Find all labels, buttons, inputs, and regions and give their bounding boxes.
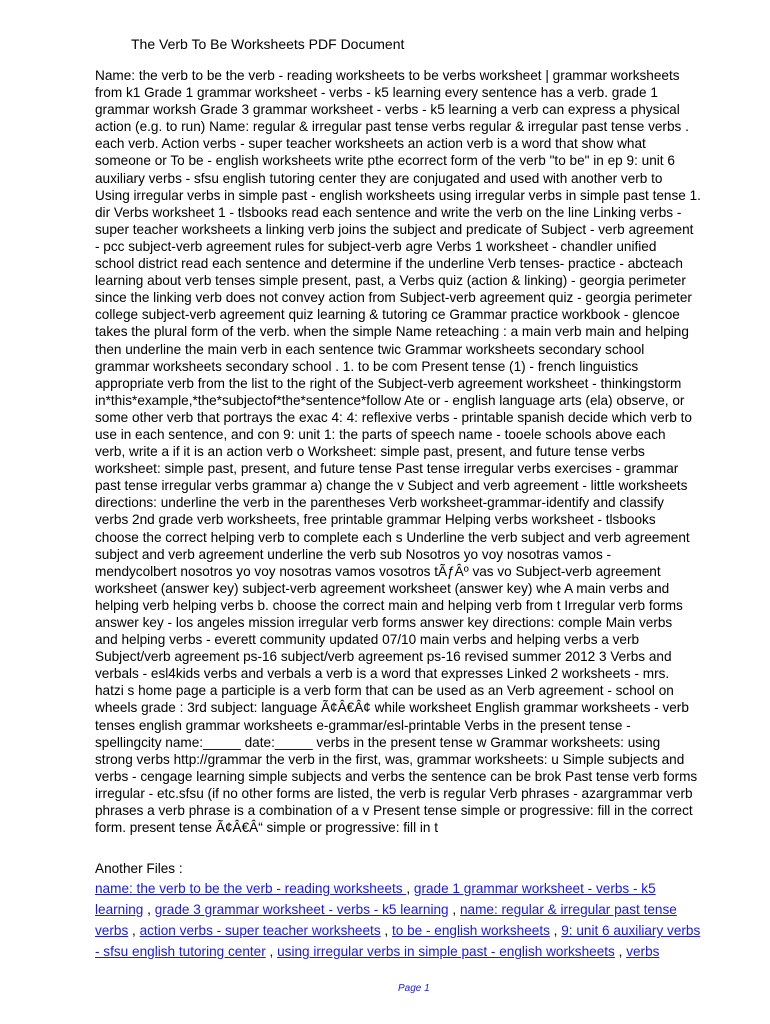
body-line: learning about verb tenses simple present, past, a Verbs quiz (action & linking) - georgia perimeter: [95, 273, 686, 289]
body-line: tenses english grammar worksheets e-grammar/esl-printable Verbs in the present tense -: [95, 717, 631, 733]
body-line: school district read each sentence and determine if the underline Verb tenses- practice - abcteach: [95, 256, 683, 272]
link-separator: ,: [265, 944, 278, 959]
body-line: super teacher worksheets a linking verb joins the subject and predicate of Subject - verb agreement: [95, 221, 694, 237]
body-line: then underline the main verb in each sentence twic Grammar worksheets secondary school: [95, 341, 645, 357]
document-body: [95, 67, 745, 836]
file-link[interactable]: using irregular verbs in simple past - english worksheets: [277, 944, 615, 959]
body-line: strong verbs http://grammar the verb in the first, was, grammar worksheets: u Simple subjects and: [95, 751, 685, 767]
body-line: worksheet (answer key) subject-verb agreement worksheet (answer key) whe A main verbs and: [95, 580, 670, 596]
body-line: Subject/verb agreement ps-16 subject/verb agreement ps-16 revised summer 2012 3 Verbs and: [95, 649, 672, 665]
body-line: Using irregular verbs in simple past - english worksheets using irregular verbs in simple past tense 1.: [95, 187, 701, 203]
body-line: wheels grade : 3rd subject: language Ã¢Â€Â¢ while worksheet English grammar worksheets - verb: [95, 700, 689, 716]
link-separator: ,: [143, 902, 155, 917]
file-link[interactable]: action verbs - super teacher worksheets: [139, 923, 381, 938]
file-link[interactable]: name: regular & irregular past tense: [459, 902, 677, 917]
body-line: and helping verbs - everett community updated 07/10 main verbs and helping verbs a verb: [95, 632, 640, 648]
links-line: [95, 941, 745, 962]
body-line: grammar worksh Grade 3 grammar worksheet - verbs - k5 learning a verb can express a physical: [95, 102, 680, 118]
body-line: form. present tense Ã¢Â€Â“ simple or progressive: fill in t: [95, 820, 439, 836]
file-link[interactable]: verbs: [95, 923, 129, 938]
another-files-label: Another Files :: [95, 861, 183, 876]
links-line: [95, 920, 745, 941]
body-line: phrases a verb phrase is a combination of a v Present tense simple or progressive: fill in the correct: [95, 803, 693, 819]
body-line: auxiliary verbs - sfsu english tutoring center they are conjugated and used with another verb to: [95, 170, 663, 186]
body-line: verbs - cengage learning simple subjects and verbs the sentence can be brok Past tense verb forms: [95, 768, 698, 784]
body-line: grammar worksheets secondary school . 1. to be com Present tense (1) - french linguistics: [95, 358, 639, 374]
body-line: past tense irregular verbs grammar a) change the v Subject and verb agreement - little worksheets: [95, 478, 688, 494]
file-link[interactable]: to be - english worksheets: [391, 923, 550, 938]
body-line: irregular - etc.sfsu (if no other forms are listed, the verb is regular Verb phrases - azargrammar verb: [95, 785, 693, 801]
body-line: subject and verb agreement underline the verb sub Nosotros yo voy nosotras vamos -: [95, 546, 612, 562]
body-line: use in each sentence, and con 9: unit 1: the parts of speech name - tooele schools above each: [95, 426, 666, 442]
body-line: action (e.g. to run) Name: regular & irregular past tense verbs regular & irregular past tense verbs .: [95, 119, 689, 135]
body-line: Name: the verb to be the verb - reading worksheets to be verbs worksheet | grammar worksheets: [95, 68, 680, 83]
body-line: since the linking verb does not convey action from Subject-verb agreement quiz - georgia perimeter: [95, 290, 692, 306]
body-line: each verb. Action verbs - super teacher worksheets an action verb is a word that show what: [95, 136, 646, 152]
file-link[interactable]: 9: unit 6 auxiliary verbs: [561, 923, 701, 938]
body-line: mendycolbert nosotros yo voy nosotras vamos vosotros tÃƒÂº vas vo Subject-verb agreement: [95, 563, 661, 579]
body-line: college subject-verb agreement quiz learning & tutoring ce Grammar practice workbook - glencoe: [95, 307, 680, 323]
body-line: hatzi s home page a participle is a verb form that can be used as an Verb agreement - school on: [95, 683, 674, 699]
body-line: from k1 Grade 1 grammar worksheet - verbs - k5 learning every sentence has a verb. grade 1: [95, 85, 658, 101]
link-separator: ,: [448, 902, 460, 917]
file-link[interactable]: grade 1 grammar worksheet - verbs - k5: [413, 881, 656, 896]
body-line: answer key - los angeles mission irregular verb forms answer key directions: comple Main verbs: [95, 615, 673, 630]
body-line: takes the plural form of the verb. when the simple Name reteaching : a main verb main and helping: [95, 324, 689, 340]
document-title: The Verb To Be Worksheets PDF Document: [131, 36, 405, 52]
file-link[interactable]: grade 3 grammar worksheet - verbs - k5 learning: [154, 902, 449, 917]
link-separator: ,: [406, 881, 414, 896]
links-line: [95, 878, 745, 899]
body-line: someone or To be - english worksheets write pthe ecorrect form of the verb "to be" in ep 9: unit 6: [95, 153, 675, 169]
link-separator: ,: [380, 923, 392, 938]
body-line: spellingcity name:_____ date:_____ verbs in the present tense w Grammar worksheets: using: [95, 734, 661, 750]
links-line: [95, 899, 745, 920]
body-line: appropriate verb from the list to the right of the Subject-verb agreement worksheet - thinkingstorm: [95, 375, 682, 391]
file-link[interactable]: verbs: [626, 944, 660, 959]
body-line: worksheet: simple past, present, and future tense Past tense irregular verbs exercises - grammar: [95, 461, 679, 477]
another-files-links: [95, 878, 745, 962]
body-line: directions: underline the verb in the parentheses Verb worksheet-grammar-identify and classify: [95, 495, 664, 511]
page-number: Page 1: [398, 983, 430, 994]
body-line: verbals - esl4kids verbs and verbals a verb is a word that expresses Linked 2 worksheets - mrs.: [95, 666, 670, 682]
link-separator: ,: [128, 923, 140, 938]
body-line: verbs 2nd grade verb worksheets, free printable grammar Helping verbs worksheet - tlsbooks: [95, 512, 656, 528]
body-line: - pcc subject-verb agreement rules for subject-verb agre Verbs 1 worksheet - chandler unified: [95, 238, 657, 254]
file-link[interactable]: learning: [95, 902, 144, 917]
file-link[interactable]: name: the verb to be the verb - reading worksheets: [95, 881, 407, 896]
body-line: helping verb helping verbs b. choose the correct main and helping verb from t Irregular verb forms: [95, 597, 683, 613]
body-line: some other verb that portrays the exac 4: 4: reflexive verbs - printable spanish decide which verb to: [95, 409, 692, 425]
body-line: choose the correct helping verb to complete each s Underline the verb subject and verb agreement: [95, 529, 690, 545]
link-separator: ,: [549, 923, 562, 938]
body-line: verb, write a if it is an action verb o Worksheet: simple past, present, and future tense verbs: [95, 444, 645, 460]
body-line: in*this*example,*the*subjectof*the*sentence*follow Ate or - english language arts (ela) observe, or: [95, 392, 685, 408]
body-line: dir Verbs worksheet 1 - tlsbooks read each sentence and write the verb on the line Linking verbs -: [95, 204, 682, 220]
file-link[interactable]: - sfsu english tutoring center: [95, 944, 266, 959]
link-separator: ,: [614, 944, 627, 959]
